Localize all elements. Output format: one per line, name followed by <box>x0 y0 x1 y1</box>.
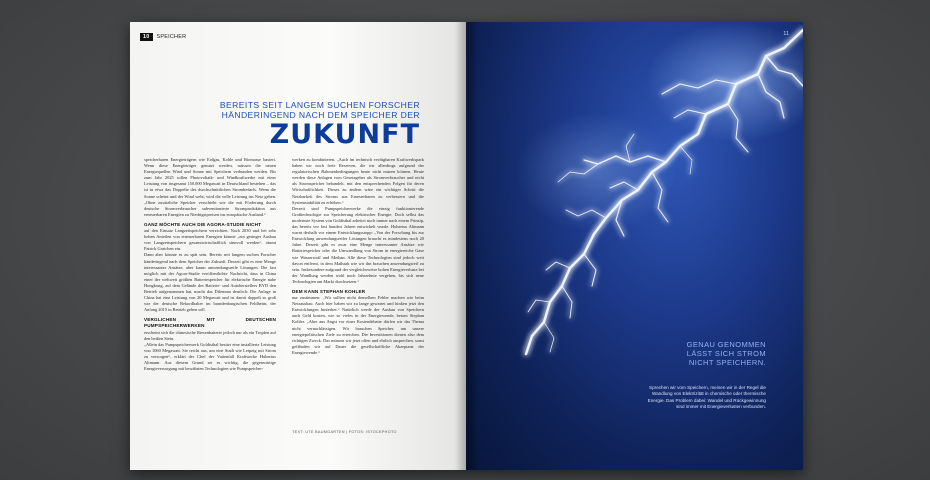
magazine-spread <box>130 22 803 470</box>
left-page-number: 10 <box>140 33 153 41</box>
text-column-1 <box>144 157 276 372</box>
subheading: GANZ MÖCHTE AUCH DIE AGORA-STUDIE NICHT <box>144 221 262 227</box>
paragraph: „Allein das Pumpspeicherwerk Goldisthal besitzt eine installierte Leistung von 1060 Megawatt. Sie reicht aus, um eine Stadt wie Leipzig mit Strom zu versorgen“, erklärt der Chef der Vattenfall Kraftwerke Hubertus Altmann. Aus diesem Grund sei es wichtig, die gegenwärtige Energieversorgung mit bewährten Technologien wie Pumpspeicher- <box>144 341 276 372</box>
subheading: DEM KANN STEPHAN KOHLER <box>292 288 366 294</box>
paragraph: erscheint sich die chinesische Riesenbatterie jedoch nur als ein Tropfen auf den heißen Stein. <box>144 329 276 341</box>
photo-credit: TEXT: UTE BAUMGARTEN | FOTOS: ISTOCKPHOTO <box>292 430 397 434</box>
text-column-2 <box>292 157 424 356</box>
left-page <box>130 22 466 470</box>
paragraph: auf den Einsatz Langzeitspeichern verzichten. Nach 2030 und bei sehr hohen Anteilen von erneuerbaren Energien könnte „ein geringer Ausbau von Langzeitspeichern gesamtwirtschaftlich sinnvoll werden“, räumt Patrick Graichen ein. <box>144 228 276 252</box>
left-page-header <box>140 31 186 43</box>
paragraph: speicherbaren Energieträgern wie Erdgas, Kohle und Biomasse basiert. Wenn diese Energieträger genutzt werden, müssen die neuen Energiequellen Wind und Sonne mit Speichern verbunden werden. Bis zum Jahr 2025 sollen Photovoltaik- und Windkraftwerke mit einer Leistung von insgesamt 150.000 Megawatt in Deutschland bestehen – das ist in etwa das Doppelte des durchschnittlichen Strombedarfs. Wenn die Sonne scheint und der Wind weht, wird die volle Leistung ins Netz gehen. „Ohne zusätzliche Speicher verschiebt wie die mit Förderung durch deutsche Stromverbraucher subventionierte Stromproduktion aus erneuerbaren Energien zu Niedrigstpreisen ins europäische Ausland.“ <box>144 157 276 217</box>
pull-quote-line-3: NICHT SPEICHERN. <box>688 358 766 368</box>
paragraph: werken zu kombinieren. „Auch im technisch verfügbaren Kraftwerkspark haben wir noch freie Reserven, die wir allerdings aufgrund der regulatorischen Rahmenbedingungen heute nicht nutzen können. Heute werden diese Anlagen vom Gesetzgeber als Stromverbraucher und nicht als Stromspeicher behandelt, mit den entsprechenden Folgen für deren Wirtschaftlichkeit. Dieses zu ändern wäre ein wichtiger Schritt die Netzbarkeit des Stroms aus Erneuerbaren zu verbessern und die Systemstabilität zu erhöhen.“ <box>292 157 424 205</box>
pull-quote-line-1: GENAU GENOMMEN <box>686 340 766 349</box>
pull-quote-line-2: LÄSST SICH STROM <box>686 349 766 359</box>
paragraph: nur zustimmen: „Wir sollten nicht denselben Fehler machen wie beim Netzausbau. Auch hier haben wir zu lange gewartet und hinken jetzt den Entwicklungen hinterher.“ Natürlich werde der Ausbau von Speichern auch Geld kosten, wie so vieles in der Energiewende, betont Stephan Kohler. „Aber aus Angst vor einer Kostendebatte dürfen wir das Thema nicht vernachlässigen. Wir brauchen Speicher, um unsere energiepolitischen Ziele zu erreichen. Die Investitionen dienen also dem richtigen Zweck. Das müssen wir jetzt offen und ehrlich ansprechen, sonst gefährden wir auf Dauer die gesellschaftliche Akzeptanz der Energiewende.“ <box>292 295 424 355</box>
paragraph: Derzeit sind Pumpspeicherwerke die einzig funktionierende Großtechnologie zur Speicherung elektrischer Energie. Doch selbst das modernste System von Goldisthal arbeitet noch immer nach einem Prinzip, das bereits vor fast hundert Jahren entwickelt wurde. Hubertus Altmann warnt deshalb vor einem Entwicklungsstopp: „Von der Forschung bis zur Entwicklung anwendungsreifer Lösungen braucht es mindestens noch 20 Jahre. Derzeit gibt es zwar eine Menge interessanter Ansätze wie Batteriespeicher oder die Umwandlung von Strom in energiereiche Gase wie Wasserstoff und Methan. Alle diese Technologien sind jedoch weit davon entfernt, in dem Maßstab wie wir ihn brauchen anwendungsreif zu sein. Insbesondere aufgrund der vergleichsweise hohen Energieverluste bei der Wandlung werden wohl noch Jahrzehnte vergehen, bis sich neue Technologien am Markt durchsetzen.“ <box>292 205 424 284</box>
subheading: VERGLICHEN MIT DEUTSCHEN PUMPSPEICHERWERKEN <box>144 317 276 329</box>
right-page <box>466 22 803 470</box>
paragraph: Dann aber könnte es zu spät sein. Bereits seit langem suchen Forscher händeringend nach dem Speicher der Zukunft. Derzeit gibt es eine Menge interessanter Ansätze, aber kaum anwendungsreife Lösungen. Die fast möglich mit der Agora-Studie veröffentlichte Nachricht, dass in China einer der weltweit größten Batteriespeicher für elektrische Energie nahe Hongkong, auf dem Gelände des Batterie- und Autoherstellers BYD den Betrieb aufgenommen hat, macht das Dilemma deutlich: Die Anlage in China hat eine Leistung von 20 Megawatt und ist damit doppelt so groß wie der deutsche Rekordhalter im brandenburgischen Feldheim, der Anfang 2015 in Betrieb gehen soll. <box>144 252 276 313</box>
section-label: SPEICHER <box>156 34 187 40</box>
pull-quote <box>648 340 766 368</box>
headline-title: ZUKUNFT <box>269 119 420 150</box>
headline <box>190 100 420 148</box>
pull-quote-body: Sprechen wir vom Speichern, meinen wir in der Regel die Wandlung von Elektrizität in chemische oder thermische Energie. Das Problem dabei: Wandel und Rückgewinnung sind immer mit Energieverlusten verbunden. <box>647 385 766 410</box>
headline-kicker-line-1: BEREITS SEIT LANGEM SUCHEN FORSCHER <box>219 100 420 110</box>
headline-kicker-line-2: HÄNDERINGEND NACH DEM SPEICHER DER <box>221 110 420 120</box>
